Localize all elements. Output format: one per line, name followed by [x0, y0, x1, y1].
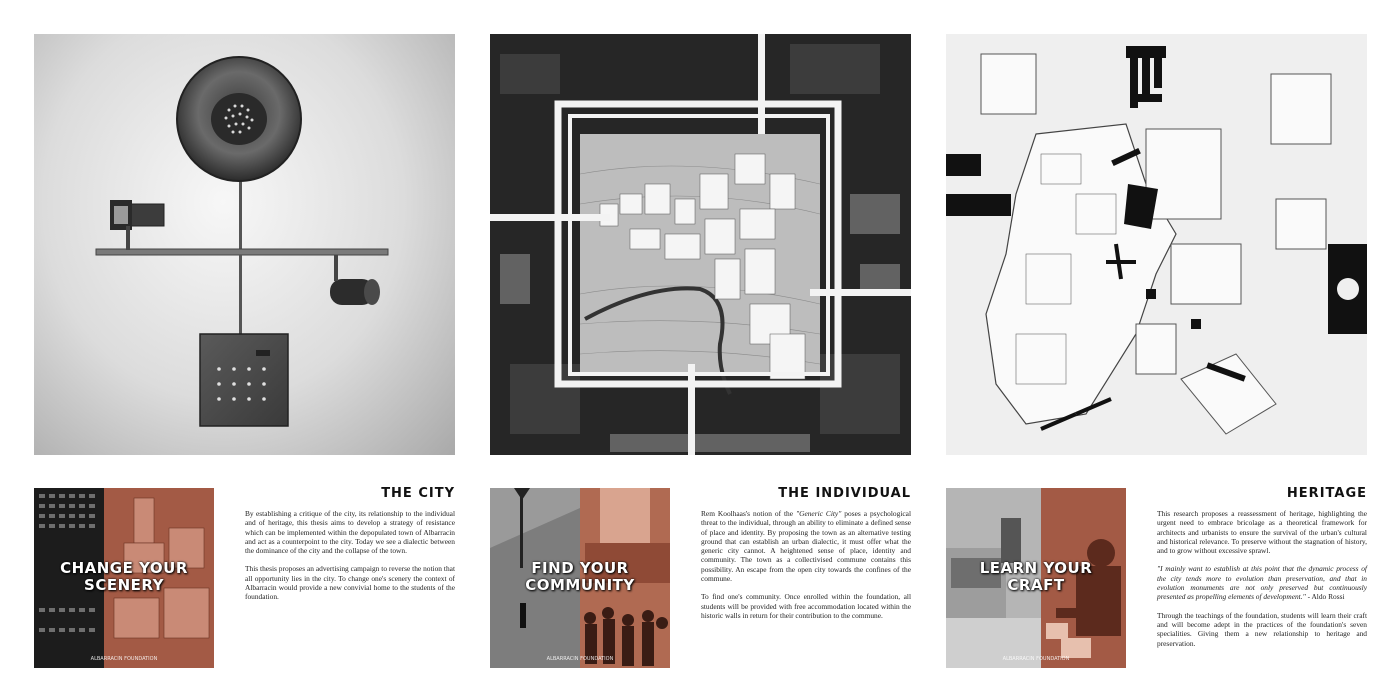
poster-logo: ALBARRACIN FOUNDATION — [546, 656, 614, 662]
section-the-city — [245, 486, 455, 611]
quote-paragraph — [1157, 564, 1367, 601]
section-the-individual — [701, 486, 911, 629]
site-model-illustration — [490, 34, 911, 455]
poster-slogan-line1: FIND YOUR — [531, 559, 629, 577]
section-title: THE CITY — [381, 486, 455, 501]
body-text-run: Rem Koolhaas's notion of the — [701, 509, 797, 518]
body-paragraph: Through the teachings of the foundation, students will learn their craft and will become adept in the practices of the foundation's seven specialities. Giving them a new relationship to heritage and preservation. — [1157, 610, 1367, 648]
poster-slogan-line2: COMMUNITY — [525, 576, 635, 594]
poster-slogan-line1: CHANGE YOUR — [60, 559, 188, 577]
poster-slogan — [34, 560, 214, 594]
poster-slogan-line2: CRAFT — [1007, 576, 1065, 594]
poster-slogan — [946, 560, 1126, 594]
rossi-quote: "I mainly want to establish at this point that the dynamic process of the city tends more to evolution than preservation, and that in evolution monuments are not only preserved but continuously presented as propelling elements of development." — [1157, 564, 1367, 602]
poster-logo: ALBARRACIN FOUNDATION — [1002, 656, 1070, 662]
poster-learn-your-craft — [946, 488, 1126, 668]
poster-slogan-line2: SCENERY — [84, 576, 164, 594]
sculpture-photo — [34, 34, 455, 455]
poster-slogan-line1: LEARN YOUR — [979, 559, 1093, 577]
heritage-plans — [946, 34, 1367, 455]
poster-slogan — [490, 560, 670, 594]
quote-author: - Aldo Rossi — [1307, 592, 1345, 602]
body-paragraph: This research proposes a reassessment of heritage, highlighting the urgent need to embrace bricolage as a theoretical framework for architects and urbanists to ensure the survival of the urban's cultural and historical relevance. To preserve without the stagnation of history, and to grow without excessive sprawl. — [1157, 509, 1367, 556]
body-paragraph: This thesis proposes an advertising campaign to reverse the notion that all opportunity lies in the city. To change one's scenery the context of Albarracin would provide a new convivial home to the students of the foundation. — [245, 564, 455, 602]
generic-city-term: "Generic City" — [796, 509, 842, 518]
section-heritage — [1157, 486, 1367, 657]
poster-change-your-scenery — [34, 488, 214, 668]
section-title: THE INDIVIDUAL — [778, 486, 911, 501]
body-paragraph: By establishing a critique of the city, its relationship to the individual and of heritage, this thesis aims to develop a strategy of resistance which can be implemented within the depopulated town of Albarracin and act as a counterpoint to the city. Today we see a dialectic between the dominance of the city and the collapse of the town. — [245, 509, 455, 556]
body-text-run: poses a psychological threat to the individual, through an ability to eliminate a defined sense of place and identity. By proposing the town as an alternative testing ground that can establish an urban dialectic, it must offer what the generic city cannot. A heightened sense of place, identity and community. The town as a collectivised commune contains this possibility. An escape from the open city towards the confines of the commune. — [701, 509, 911, 584]
body-paragraph: To find one's community. Once enrolled within the foundation, all students will be provided with free accommodation located within the historic walls in return for their contribution to the commune. — [701, 592, 911, 620]
poster-find-your-community — [490, 488, 670, 668]
poster-logo: ALBARRACIN FOUNDATION — [90, 656, 158, 662]
heritage-plans-illustration — [946, 34, 1367, 455]
aerial-site-model — [490, 34, 911, 455]
body-paragraph — [701, 509, 911, 583]
sculpture-illustration — [34, 34, 455, 455]
section-title: HERITAGE — [1286, 486, 1367, 501]
